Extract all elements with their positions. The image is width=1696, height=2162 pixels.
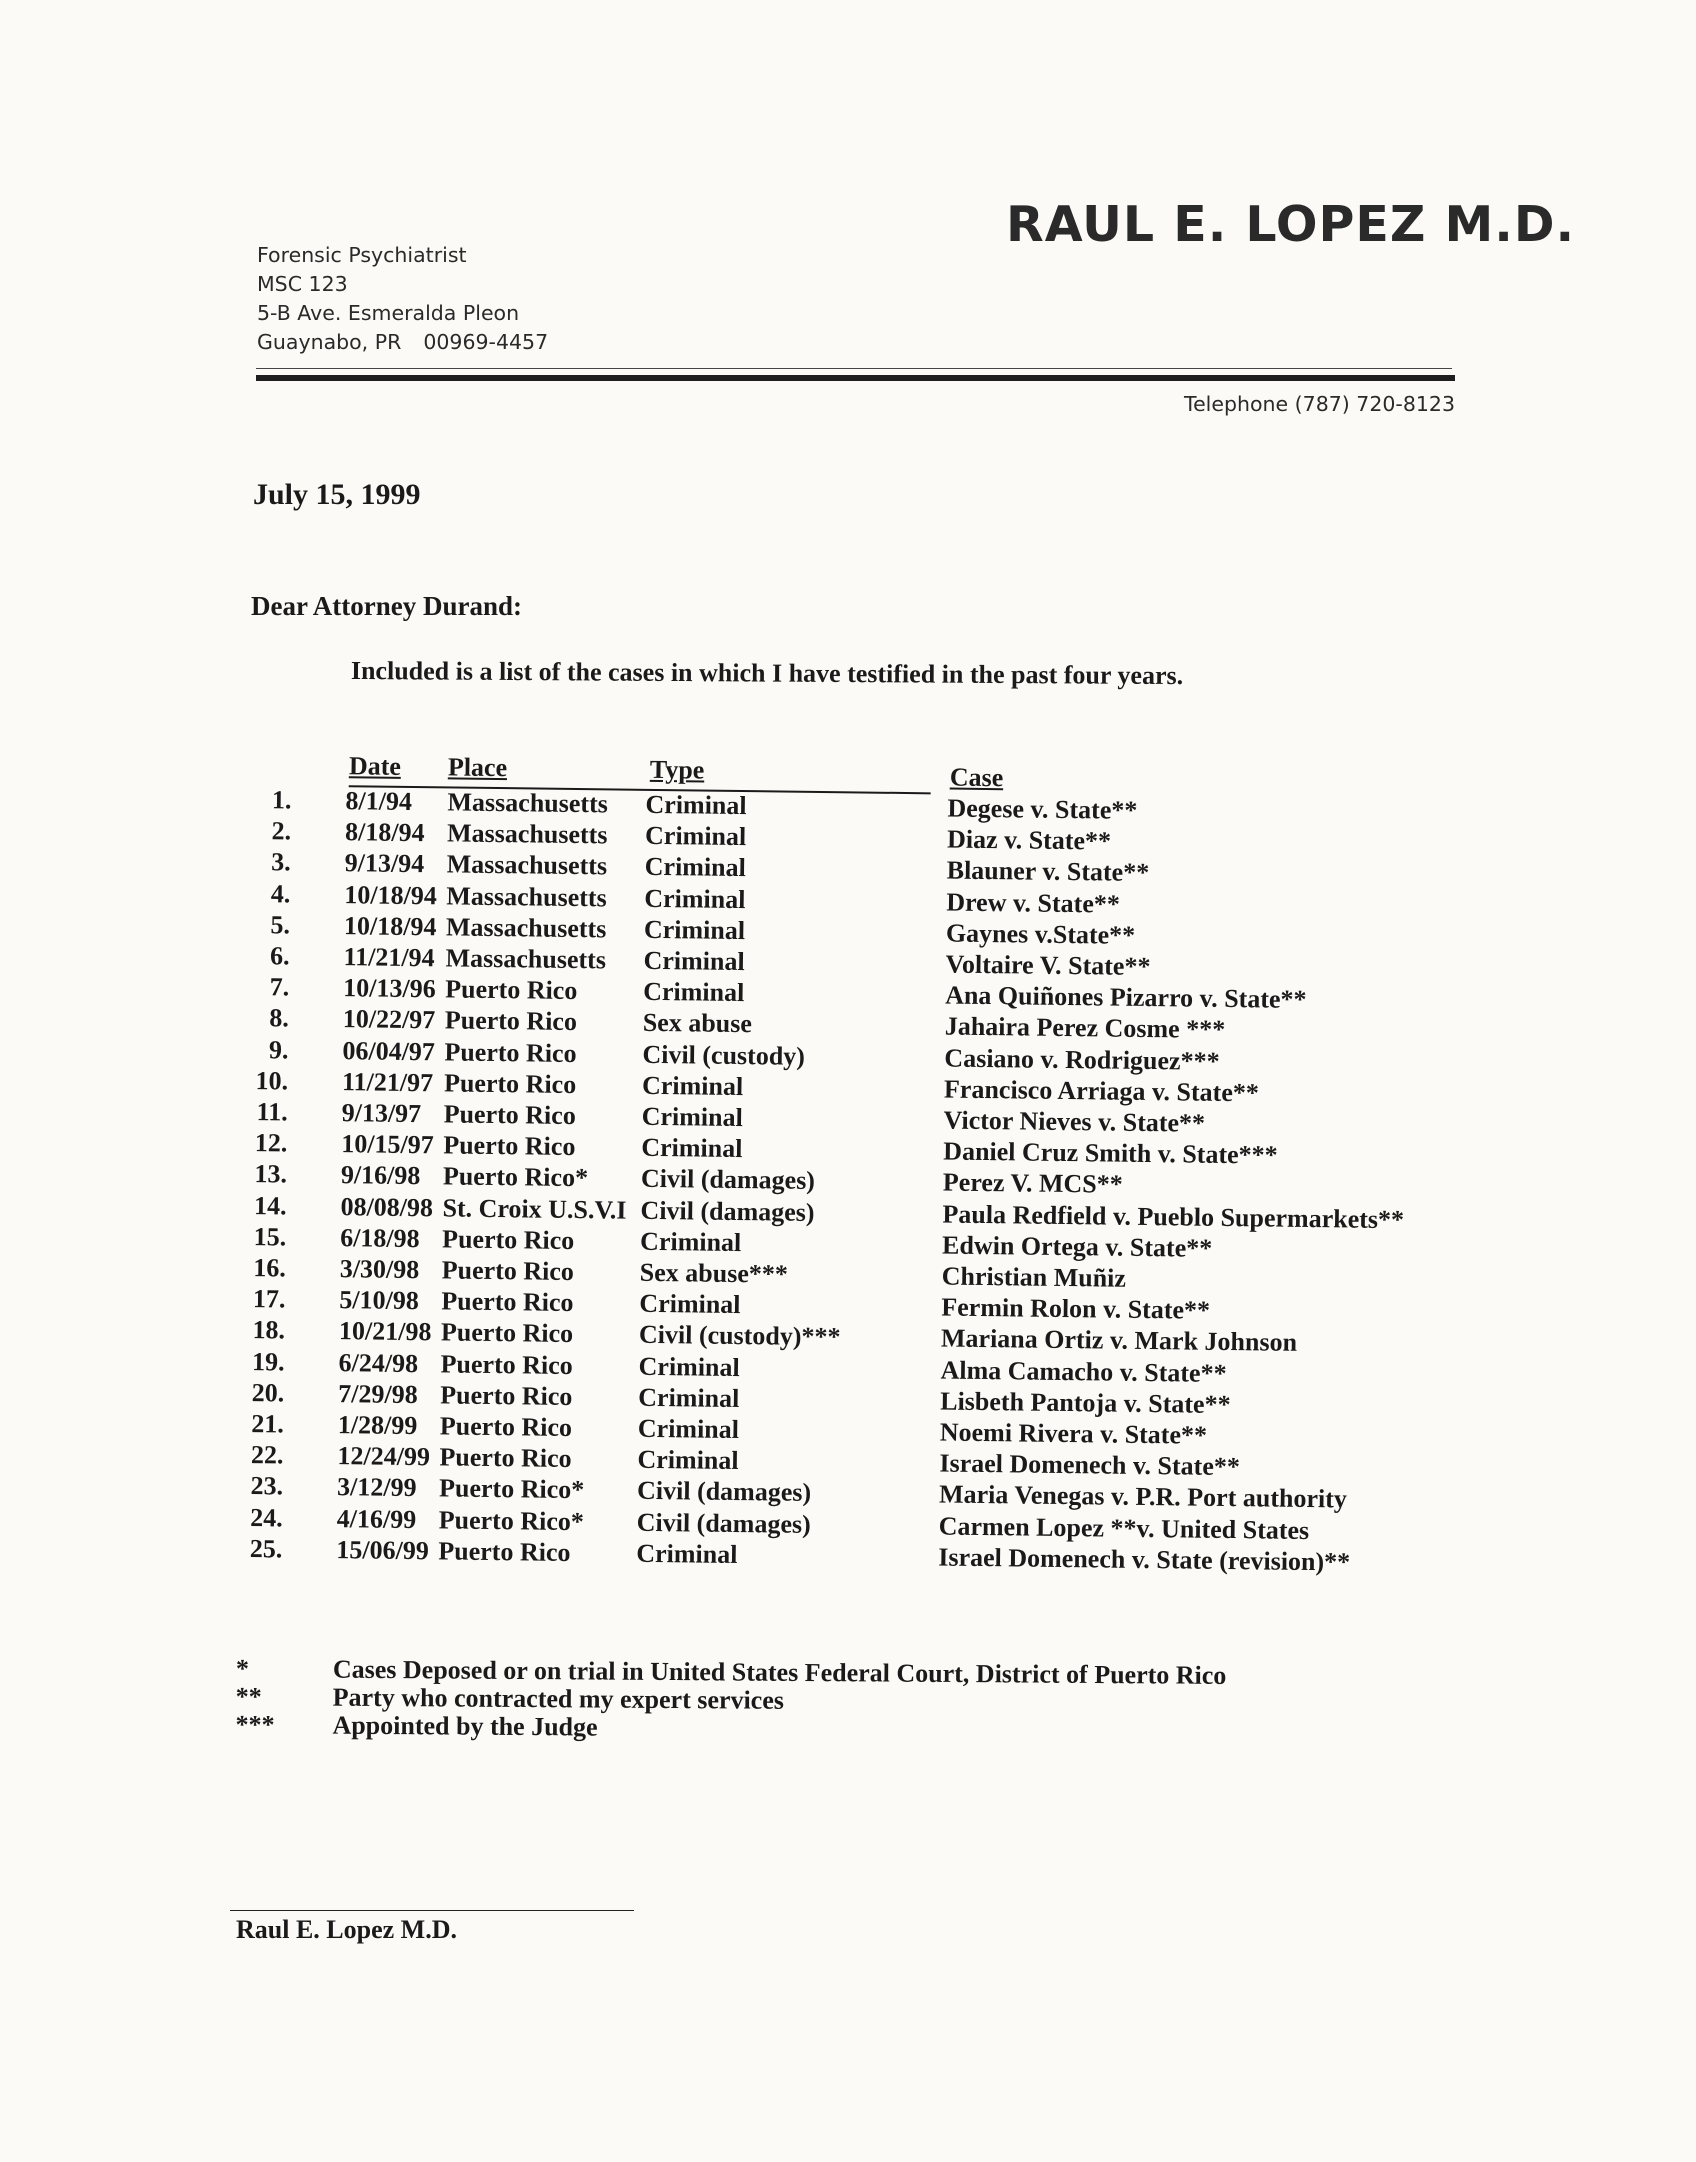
legend-symbol: **	[236, 1682, 296, 1712]
row-type: Criminal	[644, 915, 745, 946]
row-type: Criminal	[637, 1445, 738, 1476]
row-number: 15.	[238, 1222, 286, 1253]
row-type: Criminal	[638, 1351, 739, 1382]
row-date: 7/29/98	[338, 1379, 418, 1410]
row-case: Noemi Rivera v. State**	[940, 1417, 1208, 1450]
header-date: Date	[349, 751, 401, 782]
row-date: 08/08/98	[340, 1192, 433, 1223]
row-date: 10/21/98	[339, 1317, 432, 1348]
row-number: 9.	[240, 1035, 288, 1066]
row-date: 10/18/94	[344, 911, 437, 942]
header-place: Place	[448, 752, 508, 783]
row-case: Maria Venegas v. P.R. Port authority	[939, 1480, 1347, 1515]
row-place: Puerto Rico	[440, 1411, 572, 1443]
row-place: Puerto Rico	[444, 1068, 576, 1100]
row-place: Massachusetts	[445, 943, 606, 975]
row-date: 06/04/97	[342, 1036, 435, 1067]
row-case: Gaynes v.State**	[946, 918, 1136, 950]
row-number: 22.	[235, 1440, 283, 1471]
row-place: Puerto Rico	[441, 1318, 573, 1350]
row-place: Massachusetts	[446, 912, 607, 944]
signature-line	[230, 1910, 634, 1911]
row-number: 3.	[243, 847, 291, 878]
row-number: 16.	[238, 1253, 286, 1284]
address-line-street: 5-B Ave. Esmeralda Pleon	[257, 299, 548, 328]
row-type: Criminal	[643, 946, 744, 977]
row-number: 10.	[240, 1066, 288, 1097]
signature-name: Raul E. Lopez M.D.	[236, 1915, 457, 1945]
letter-date: July 15, 1999	[253, 478, 421, 512]
row-case: Paula Redfield v. Pueblo Supermarkets**	[942, 1199, 1404, 1235]
row-case: Ana Quiñones Pizarro v. State**	[945, 981, 1307, 1015]
row-type: Criminal	[638, 1414, 739, 1445]
row-type: Criminal	[645, 852, 746, 883]
row-case: Casiano v. Rodriguez***	[944, 1043, 1220, 1076]
row-type: Criminal	[644, 883, 745, 914]
row-date: 8/1/94	[345, 786, 412, 817]
row-date: 5/10/98	[339, 1285, 419, 1316]
row-case: Jahaira Perez Cosme ***	[945, 1012, 1226, 1045]
row-date: 9/13/97	[342, 1098, 422, 1129]
row-type: Sex abuse	[643, 1008, 752, 1039]
row-number: 20.	[236, 1378, 284, 1409]
row-date: 11/21/97	[342, 1067, 433, 1098]
row-type: Civil (custody)***	[639, 1320, 841, 1352]
row-date: 6/24/98	[338, 1348, 418, 1379]
row-number: 23.	[235, 1471, 283, 1502]
row-place: Puerto Rico	[440, 1349, 572, 1381]
row-type: Criminal	[645, 790, 746, 821]
row-place: Puerto Rico*	[443, 1162, 588, 1194]
row-date: 6/18/98	[340, 1223, 420, 1254]
legend-text: Party who contracted my expert services	[333, 1683, 784, 1716]
row-place: Puerto Rico	[444, 1099, 576, 1131]
row-case: Israel Domenech v. State**	[939, 1449, 1240, 1483]
row-case: Daniel Cruz Smith v. State***	[943, 1137, 1278, 1171]
row-type: Sex abuse***	[640, 1258, 788, 1290]
row-place: Massachusetts	[447, 819, 608, 851]
row-date: 8/18/94	[345, 817, 425, 848]
row-place: Puerto Rico	[445, 975, 577, 1007]
row-case: Diaz v. State**	[947, 825, 1111, 857]
row-place: Puerto Rico	[445, 1006, 577, 1038]
row-place: Puerto Rico	[440, 1380, 572, 1412]
row-place: Puerto Rico	[442, 1255, 574, 1287]
row-type: Criminal	[639, 1289, 740, 1320]
row-date: 11/21/94	[343, 942, 434, 973]
row-number: 5.	[242, 910, 290, 941]
row-case: Lisbeth Pantoja v. State**	[940, 1386, 1231, 1420]
row-place: Massachusetts	[447, 787, 608, 819]
row-date: 9/13/94	[345, 849, 425, 880]
row-number: 6.	[241, 941, 289, 972]
row-case: Degese v. State**	[947, 794, 1137, 826]
row-case: Victor Nieves v. State**	[943, 1106, 1205, 1139]
row-case: Fermin Rolon v. State**	[941, 1293, 1210, 1326]
row-date: 15/06/99	[336, 1535, 429, 1566]
row-type: Criminal	[638, 1383, 739, 1414]
row-type: Civil (damages)	[641, 1164, 815, 1196]
row-type: Civil (custody)	[642, 1039, 805, 1071]
row-type: Civil (damages)	[637, 1507, 811, 1539]
row-number: 24.	[235, 1502, 283, 1533]
address-city: Guaynabo, PR	[257, 330, 401, 354]
row-date: 12/24/99	[337, 1441, 430, 1472]
row-type: Criminal	[640, 1227, 741, 1258]
row-date: 1/28/99	[338, 1410, 418, 1441]
row-date: 10/13/96	[343, 973, 436, 1004]
row-number: 17.	[237, 1284, 285, 1315]
row-date: 10/22/97	[343, 1005, 436, 1036]
legend	[235, 1654, 236, 1738]
address-zip: 00969-4457	[423, 330, 548, 354]
row-number: 18.	[237, 1315, 285, 1346]
row-place: Massachusetts	[446, 881, 607, 913]
row-number: 12.	[239, 1128, 287, 1159]
legend-symbol: ***	[235, 1710, 295, 1740]
salutation: Dear Attorney Durand:	[251, 591, 522, 622]
row-case: Voltaire V. State**	[945, 950, 1150, 983]
row-type: Criminal	[636, 1539, 737, 1570]
intro-paragraph: Included is a list of the cases in which I have testified in the past four years.	[351, 656, 1183, 691]
row-place: Puerto Rico*	[439, 1505, 584, 1537]
row-type: Criminal	[641, 1102, 742, 1133]
row-date: 4/16/99	[337, 1504, 417, 1535]
row-place: Puerto Rico	[443, 1131, 575, 1163]
row-case: Alma Camacho v. State**	[940, 1355, 1226, 1388]
row-place: Puerto Rico*	[439, 1474, 584, 1506]
row-place: Puerto Rico	[441, 1287, 573, 1319]
legend-text: Appointed by the Judge	[332, 1711, 597, 1743]
row-number: 13.	[239, 1159, 287, 1190]
row-type: Criminal	[642, 1071, 743, 1102]
row-case: Drew v. State**	[946, 887, 1120, 919]
row-number: 19.	[236, 1346, 284, 1377]
row-place: Puerto Rico	[444, 1037, 576, 1069]
row-case: Carmen Lopez **v. United States	[939, 1511, 1310, 1546]
legend-text: Cases Deposed or on trial in United States Federal Court, District of Puerto Rico	[333, 1655, 1227, 1691]
row-case: Perez V. MCS**	[943, 1168, 1123, 1200]
legend-symbol: *	[236, 1654, 296, 1684]
row-case: Israel Domenech v. State (revision)**	[938, 1542, 1350, 1577]
row-number: 14.	[238, 1190, 286, 1221]
row-place: Puerto Rico	[438, 1536, 570, 1568]
row-number: 25.	[234, 1534, 282, 1565]
letterhead-telephone: Telephone (787) 720-8123	[1184, 392, 1455, 416]
row-number: 1.	[243, 785, 291, 816]
row-case: Francisco Arriaga v. State**	[944, 1074, 1259, 1108]
row-number: 8.	[241, 1003, 289, 1034]
address-line-msc: MSC 123	[257, 270, 548, 299]
row-number: 21.	[236, 1409, 284, 1440]
row-number: 11.	[240, 1097, 288, 1128]
row-type: Criminal	[641, 1133, 742, 1164]
letterhead-name: RAUL E. LOPEZ M.D.	[1006, 196, 1575, 253]
row-case: Edwin Ortega v. State**	[942, 1230, 1212, 1263]
row-case: Mariana Ortiz v. Mark Johnson	[941, 1324, 1297, 1358]
header-type: Type	[650, 755, 705, 786]
row-type: Criminal	[645, 821, 746, 852]
address-line-title: Forensic Psychiatrist	[257, 241, 548, 270]
row-date: 3/30/98	[340, 1254, 420, 1285]
row-date: 9/16/98	[341, 1161, 421, 1192]
row-place: Puerto Rico	[439, 1443, 571, 1475]
header-case: Case	[950, 763, 1004, 794]
row-date: 10/15/97	[341, 1129, 434, 1160]
row-type: Civil (damages)	[637, 1476, 811, 1508]
row-number: 4.	[242, 879, 290, 910]
row-type: Criminal	[643, 977, 744, 1008]
table-rows	[0, 782, 1696, 803]
row-case: Christian Muñiz	[942, 1261, 1127, 1293]
row-place: St. Croix U.S.V.I	[442, 1193, 626, 1225]
row-number: 2.	[243, 816, 291, 847]
row-number: 7.	[241, 972, 289, 1003]
row-place: Massachusetts	[447, 850, 608, 882]
row-date: 10/18/94	[344, 880, 437, 911]
row-type: Civil (damages)	[640, 1195, 814, 1227]
row-date: 3/12/99	[337, 1473, 417, 1504]
row-place: Puerto Rico	[442, 1224, 574, 1256]
row-case: Blauner v. State**	[947, 856, 1150, 888]
